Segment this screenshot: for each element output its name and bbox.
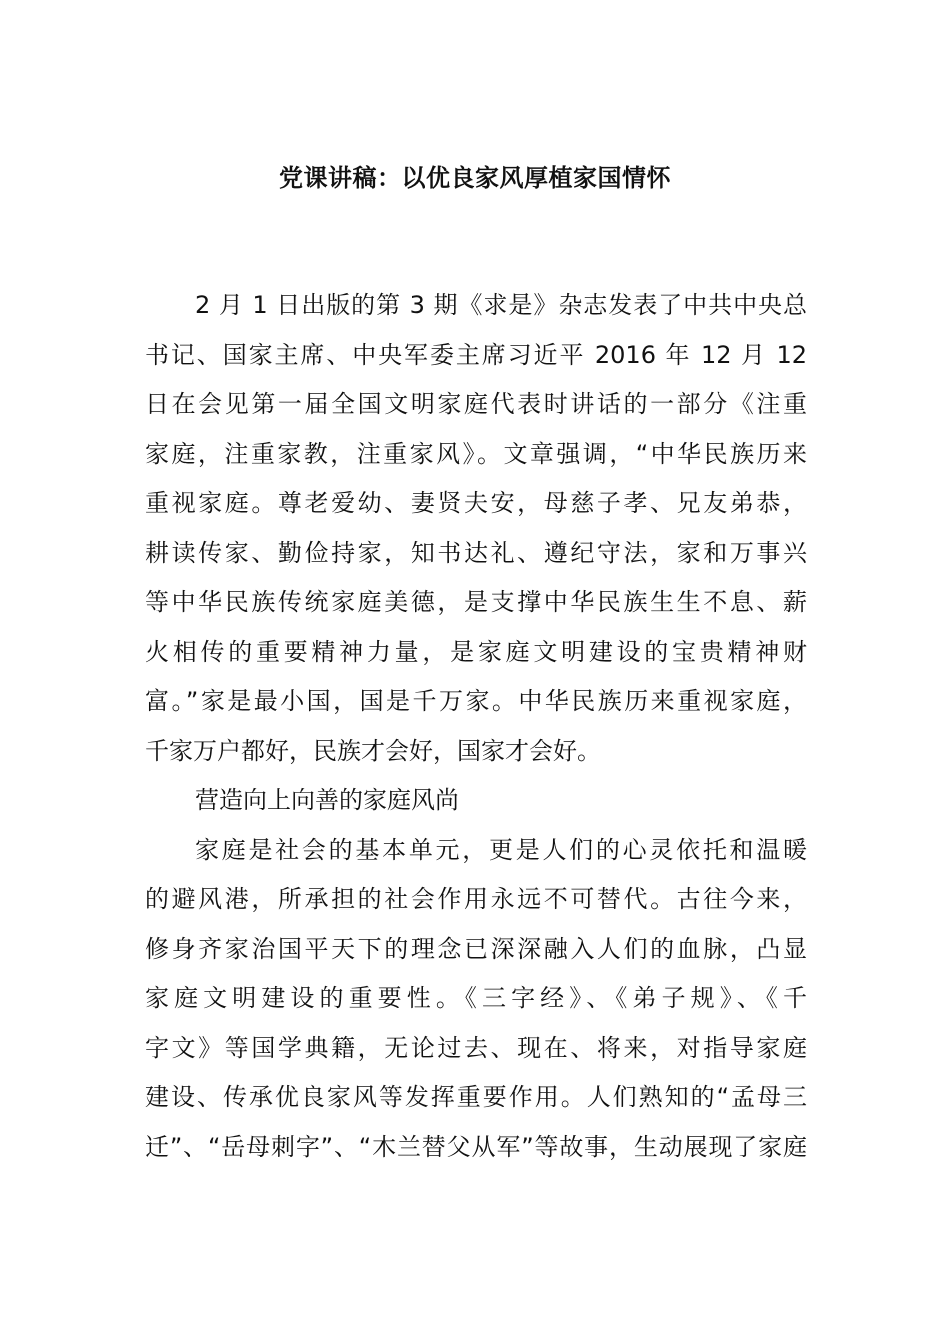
document-body [145,281,807,1172]
paragraph-line: 富。”家是最小国，国是千万家。中华民族历来重视家庭， [145,687,807,715]
paragraph-line: 耕读传家、勤俭持家，知书达礼、遵纪守法，家和万事兴 [145,538,807,567]
paragraph-line: 日在会见第一届全国文明家庭代表时讲话的一部分《注重 [145,390,807,418]
paragraph-first-line: 家庭是社会的基本单元，更是人们的心灵依托和温暖 [195,835,807,864]
paragraph-line: 修身齐家治国平天下的理念已深深融入人们的血脉，凸显 [145,934,807,963]
paragraph-line: 迁”、“岳母刺字”、“木兰替父从军”等故事，生动展现了家庭 [145,1132,807,1161]
paragraph-line: 家庭文明建设的重要性。《三字经》、《弟子规》、《千 [145,984,807,1012]
paragraph-first-line: 营造向上向善的家庭风尚 [195,786,459,814]
paragraph-line: 的避风港，所承担的社会作用永远不可替代。古往今来， [145,885,807,913]
document-title: 党课讲稿：以优良家风厚植家国情怀 [279,164,671,192]
paragraph-line: 火相传的重要精神力量，是家庭文明建设的宝贵精神财 [145,637,807,666]
paragraph-line: 建设、传承优良家风等发挥重要作用。人们熟知的“孟母三 [145,1083,807,1111]
paragraph-line: 书记、国家主席、中央军委主席习近平 2016 年 12 月 12 [145,340,807,369]
paragraph-line: 字文》等国学典籍，无论过去、现在、将来，对指导家庭 [145,1033,807,1062]
paragraph-line: 千家万户都好，民族才会好，国家才会好。 [145,736,601,765]
paragraph-line: 家庭，注重家教，注重家风》。文章强调，“中华民族历来 [145,439,807,468]
paragraph-line: 重视家庭。尊老爱幼、妻贤夫安，母慈子孝、兄友弟恭， [145,489,807,517]
paragraph-line: 等中华民族传统家庭美德，是支撑中华民族生生不息、薪 [145,588,807,616]
paragraph-first-line: 2 月 1 日出版的第 3 期《求是》杂志发表了中共中央总 [195,291,807,319]
